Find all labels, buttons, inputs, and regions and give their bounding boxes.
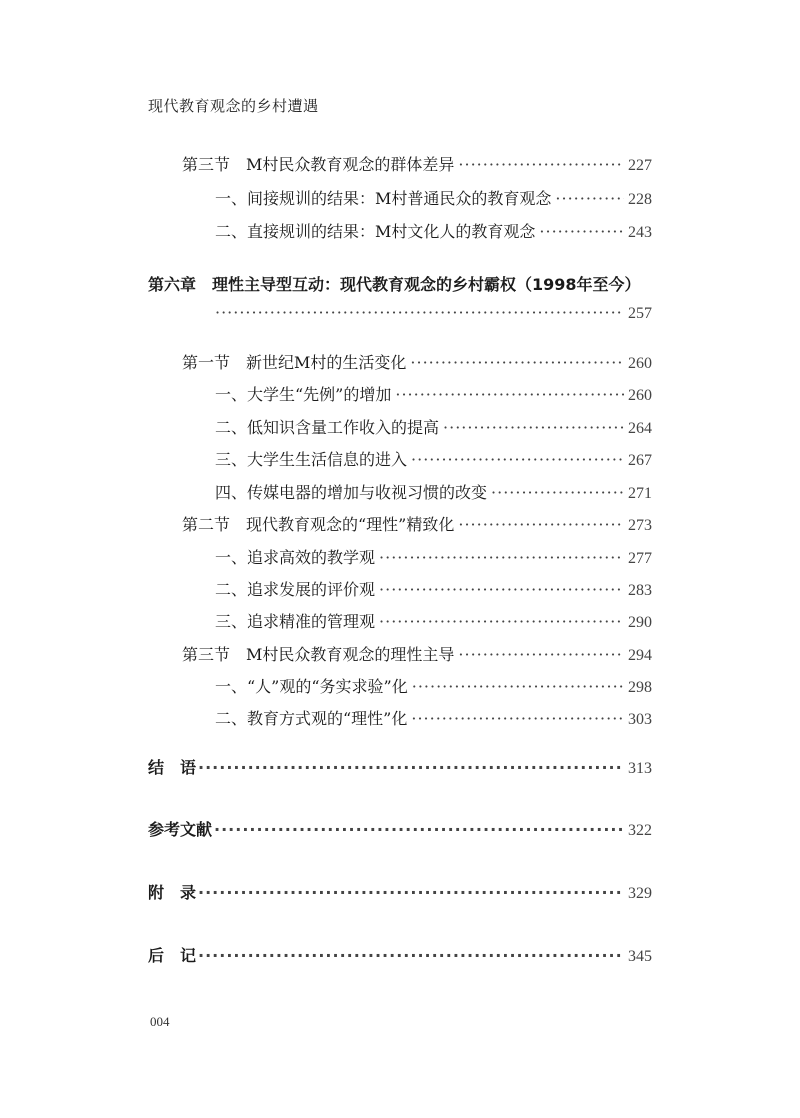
toc-entry-section[interactable] (182, 153, 652, 177)
toc-entry-label: 一、“人”观的“务实求验”化 (215, 677, 408, 696)
page-folio: 004 (150, 1014, 170, 1029)
leader-dots (458, 153, 624, 177)
toc-page-number: 271 (628, 485, 652, 502)
leader-dots (412, 675, 624, 699)
leader-dots (198, 944, 624, 968)
toc-entry-label: 一、追求高效的教学观 (215, 548, 376, 567)
leader-dots (379, 610, 624, 634)
toc-page-number: 264 (628, 420, 652, 437)
toc-page-number: 228 (628, 191, 652, 208)
toc-entry-subsection[interactable] (215, 220, 652, 244)
toc-page-number: 257 (628, 305, 652, 322)
toc-page-number: 267 (628, 452, 652, 469)
toc-entry-label: 一、间接规训的结果：M村普通民众的教育观念 (215, 189, 552, 208)
toc-page-number: 345 (628, 948, 652, 965)
toc-entry-section[interactable] (182, 643, 652, 667)
toc-entry-back-matter[interactable] (148, 881, 652, 905)
toc-entry-subsection[interactable] (215, 448, 652, 472)
leader-dots (458, 513, 624, 537)
toc-entry-subsection[interactable] (215, 610, 652, 634)
chapter-leader-row[interactable] (215, 301, 652, 325)
toc-entry-label: 第一节 新世纪M村的生活变化 (182, 353, 407, 372)
leader-dots (379, 578, 624, 602)
toc-entry-subsection[interactable] (215, 675, 652, 699)
leader-dots (379, 546, 624, 570)
toc-entry-section[interactable] (182, 513, 652, 537)
running-head: 现代教育观念的乡村遭遇 (148, 97, 319, 115)
leader-dots (395, 383, 624, 407)
toc-page-number: 298 (628, 679, 652, 696)
leader-dots (214, 818, 624, 842)
leader-dots (198, 756, 624, 780)
leader-dots (443, 416, 624, 440)
toc-entry-label: 一、大学生“先例”的增加 (215, 385, 392, 404)
toc-entry-subsection[interactable] (215, 546, 652, 570)
toc-entry-label: 二、教育方式观的“理性”化 (215, 709, 408, 728)
leader-dots (539, 220, 624, 244)
toc-entry-label: 第二节 现代教育观念的“理性”精致化 (182, 515, 455, 534)
toc-page-number: 260 (628, 355, 652, 372)
toc-page-number: 290 (628, 614, 652, 631)
chapter-title[interactable]: 第六章 理性主导型互动：现代教育观念的乡村霸权（1998年至今） (148, 275, 641, 294)
toc-entry-label: 第三节 M村民众教育观念的理性主导 (182, 645, 455, 664)
toc-entry-label: 二、追求发展的评价观 (215, 580, 376, 599)
toc-page-number: 227 (628, 157, 652, 174)
toc-page-number: 329 (628, 885, 652, 902)
toc-page-number: 313 (628, 760, 652, 777)
toc-entry-label: 二、低知识含量工作收入的提高 (215, 418, 440, 437)
toc-entry-label: 参考文献 (148, 820, 213, 839)
toc-entry-subsection[interactable] (215, 383, 652, 407)
toc-entry-label: 结 语 (148, 758, 197, 777)
toc-entry-subsection[interactable] (215, 578, 652, 602)
leader-dots (198, 881, 624, 905)
leader-dots (411, 448, 624, 472)
toc-entry-back-matter[interactable] (148, 756, 652, 780)
toc-entry-label: 三、大学生生活信息的进入 (215, 450, 408, 469)
toc-entry-section[interactable] (182, 351, 652, 375)
leader-dots (555, 187, 624, 211)
toc-page-number: 277 (628, 550, 652, 567)
leader-dots (411, 707, 624, 731)
toc-entry-subsection[interactable] (215, 187, 652, 211)
toc-page-number: 294 (628, 647, 652, 664)
toc-entry-back-matter[interactable] (148, 818, 652, 842)
toc-page-number: 322 (628, 822, 652, 839)
leader-dots (215, 301, 624, 325)
toc-entry-subsection[interactable] (215, 707, 652, 731)
leader-dots (410, 351, 624, 375)
toc-entry-label: 后 记 (148, 946, 197, 965)
toc-entry-subsection[interactable] (215, 416, 652, 440)
toc-page-number: 303 (628, 711, 652, 728)
toc-entry-label: 二、直接规训的结果：M村文化人的教育观念 (215, 222, 536, 241)
leader-dots (491, 481, 624, 505)
toc-page-number: 243 (628, 224, 652, 241)
toc-entry-back-matter[interactable] (148, 944, 652, 968)
toc-entry-label: 三、追求精准的管理观 (215, 612, 376, 631)
toc-entry-label: 第三节 M村民众教育观念的群体差异 (182, 155, 455, 174)
leader-dots (458, 643, 624, 667)
toc-page-number: 283 (628, 582, 652, 599)
toc-page-number: 273 (628, 517, 652, 534)
toc-entry-subsection[interactable] (215, 481, 652, 505)
toc-page-number: 260 (628, 387, 652, 404)
toc-entry-label: 四、传媒电器的增加与收视习惯的改变 (215, 483, 488, 502)
toc-entry-label: 附 录 (148, 883, 197, 902)
